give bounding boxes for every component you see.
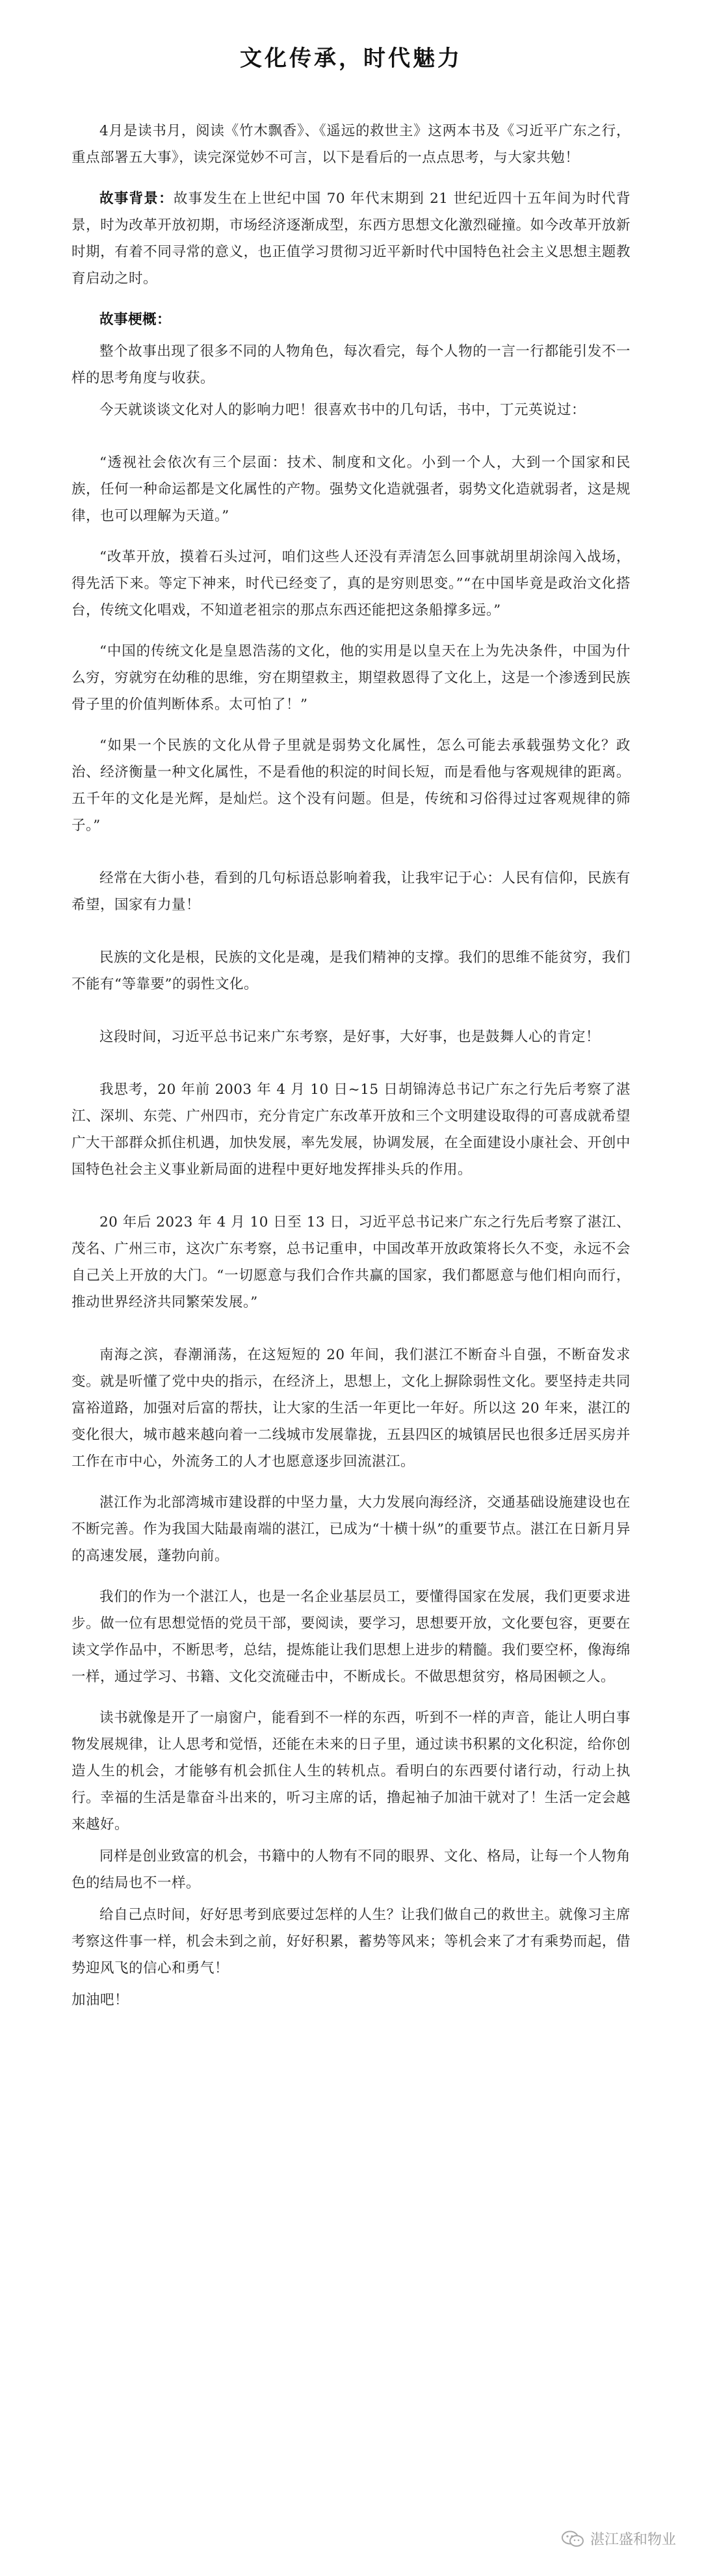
paragraph	[72, 338, 630, 392]
quote-paragraph	[72, 449, 630, 529]
paragraph-text: 民族的文化是根，民族的文化是魂，是我们精神的支撑。我们的思维不能贫穷，我们不能有“等靠要”的弱性文化。	[72, 949, 630, 992]
paragraph-text: 我思考，20 年前 2003 年 4 月 10 日~15 日胡锦涛总书记广东之行先后考察了湛江、深圳、东莞、广州四市，充分肯定广东改革开放和三个文明建设取得的可喜成就希望广大干部群众抓住机遇，加快发展，率先发展，协调发展，在全面建设小康社会、开创中国特色社会主义事业新局面的进程中更好地发挥排头兵的作用。	[72, 1082, 630, 1178]
paragraph-text: “透视社会依次有三个层面：技术、制度和文化。小到一个人，大到一个国家和民族，任何一种命运都是文化属性的产物。强势文化造就强者，弱势文化造就弱者，这是规律，也可以理解为天道。”	[72, 455, 630, 524]
paragraph	[72, 1076, 630, 1183]
quote-paragraph	[72, 732, 630, 839]
paragraph-text: 4月是读书月，阅读《竹木飘香》、《遥远的救世主》这两本书及《习近平广东之行，重点部署五大事》，读完深觉妙不可言，以下是看后的一点点思考，与大家共勉！	[72, 123, 630, 166]
paragraph-text: 南海之滨，春潮涌荡，在这短短的 20 年间，我们湛江不断奋斗自强，不断奋发求变。就是听懂了党中央的指示，在经济上，思想上，文化上摒除弱性文化。要坚持走共同富裕道路，加强对后富的帮扶，让大家的生活一年更比一年好。所以这 20 年来，湛江的变化很大，城市越来越向着一二线城市发展靠拢，五县四区的城镇居民也很多迁居买房并工作在市中心，外流务工的人才也愿意逐步回流湛江。	[72, 1347, 630, 1470]
paragraph-text: 整个故事出现了很多不同的人物角色，每次看完，每个人物的一言一行都能引发不一样的思考角度与收获。	[72, 343, 630, 386]
paragraph-text: 加油吧！	[72, 1992, 129, 2008]
paragraph	[72, 397, 630, 423]
quote-paragraph	[72, 638, 630, 718]
section-heading: 故事背景：	[99, 191, 174, 207]
paragraph-intro	[72, 118, 630, 171]
paragraph-text: “中国的传统文化是皇恩浩荡的文化，他的实用是以皇天在上为先决条件，中国为什么穷，穷就穷在幼稚的思维，穷在期望救主，期望救恩得了文化上，这是一个渗透到民族骨子里的价值判断体系。太可怕了！”	[72, 643, 630, 713]
page-title: 文化传承，时代魅力	[240, 46, 462, 72]
paragraph-text: 同样是创业致富的机会，书籍中的人物有不同的眼界、文化、格局，让每一个人物角色的结局也不一样。	[72, 1848, 630, 1891]
paragraph-text: 经常在大街小巷，看到的几句标语总影响着我，让我牢记于心：人民有信仰，民族有希望，国家有力量！	[72, 870, 630, 913]
section-heading: 故事梗概：	[99, 312, 172, 328]
paragraph-text: 我们的作为一个湛江人，也是一名企业基层员工，要懂得国家在发展，我们更要求进步。做一位有思想觉悟的党员干部，要阅读，要学习，思想要开放，文化要包容，更要在读文学作品中，不断思考，总结，提炼能让我们思想上进步的精髓。我们要空杯，像海绵一样，通过学习、书籍、文化交流碰击中，不断成长。不做思想贫穷，格局困顿之人。	[72, 1589, 630, 1685]
paragraph	[72, 1209, 630, 1316]
paragraph-text: 这段时间，习近平总书记来广东考察，是好事，大好事，也是鼓舞人心的肯定！	[99, 1029, 601, 1045]
paragraph	[72, 1342, 630, 1475]
watermark	[562, 2529, 676, 2549]
paragraph-synopsis-heading	[72, 306, 630, 333]
paragraph-background	[72, 185, 630, 292]
watermark-label: 湛江盛和物业	[590, 2532, 676, 2548]
paragraph-text: 给自己点时间，好好思考到底要过怎样的人生？让我们做自己的救世主。就像习主席考察这件事一样，机会未到之前，好好积累，蓄势等风来；等机会来了才有乘势而起，借势迎风飞的信心和勇气！	[72, 1907, 630, 1976]
paragraph	[72, 1489, 630, 1569]
closing-line	[72, 1987, 630, 2013]
paragraph-text: 今天就谈谈文化对人的影响力吧！很喜欢书中的几句话，书中，丁元英说过：	[99, 402, 586, 418]
paragraph-text: “改革开放，摸着石头过河，咱们这些人还没有弄清怎么回事就胡里胡涂闯入战场，得先活下来。等定下神来，时代已经变了，真的是穷则思变。”“在中国毕竟是政治文化搭台，传统文化唱戏，不知道老祖宗的那点东西还能把这条船撑多远。”	[72, 549, 630, 618]
paragraph-text: “如果一个民族的文化从骨子里就是弱势文化属性，怎么可能去承载强势文化？政治、经济衡量一种文化属性，不是看他的积淀的时间长短，而是看他与客观规律的距离。五千年的文化是光辉，是灿烂。这个没有问题。但是，传统和习俗得过过客观规律的筛子。”	[72, 737, 630, 834]
paragraph	[72, 944, 630, 998]
paragraph-text: 读书就像是开了一扇窗户，能看到不一样的东西，听到不一样的声音，能让人明白事物发展规律，让人思考和觉悟，还能在未来的日子里，通过读书积累的文化积淀，给你创造人生的机会，才能够有机会抓住人生的转机点。看明白的东西要付诸行动，行动上执行。幸福的生活是靠奋斗出来的，听习主席的话，撸起袖子加油干就对了！生活一定会越来越好。	[72, 1710, 630, 1833]
paragraph	[72, 1843, 630, 1896]
paragraph-text: 故事发生在上世纪中国 70 年代末期到 21 世纪近四十五年间为时代背景，时为改革开放初期，市场经济逐渐成型，东西方思想文化激烈碰撞。如今改革开放新时期，有着不同寻常的意义，也正值学习贯彻习近平新时代中国特色社会主义思想主题教育启动之时。	[72, 191, 630, 287]
paragraph	[72, 865, 630, 918]
paragraph-text: 20 年后 2023 年 4 月 10 日至 13 日，习近平总书记来广东之行先后考察了湛江、茂名、广州三市，这次广东考察，总书记重申，中国改革开放政策将长久不变，永远不会自己关上开放的大门。“一切愿意与我们合作共赢的国家，我们都愿意与他们相向而行，推动世界经济共同繁荣发展。”	[72, 1214, 630, 1310]
quote-paragraph	[72, 544, 630, 624]
paragraph	[72, 1024, 630, 1050]
wechat-icon	[562, 2530, 584, 2547]
paragraph-text: 湛江作为北部湾城市建设群的中坚力量，大力发展向海经济，交通基础设施建设也在不断完善。作为我国大陆最南端的湛江，已成为“十横十纵”的重要节点。湛江在日新月异的高速发展，蓬勃向前。	[72, 1494, 630, 1564]
paragraph	[72, 1705, 630, 1838]
paragraph	[72, 1902, 630, 1982]
paragraph	[72, 1584, 630, 1690]
